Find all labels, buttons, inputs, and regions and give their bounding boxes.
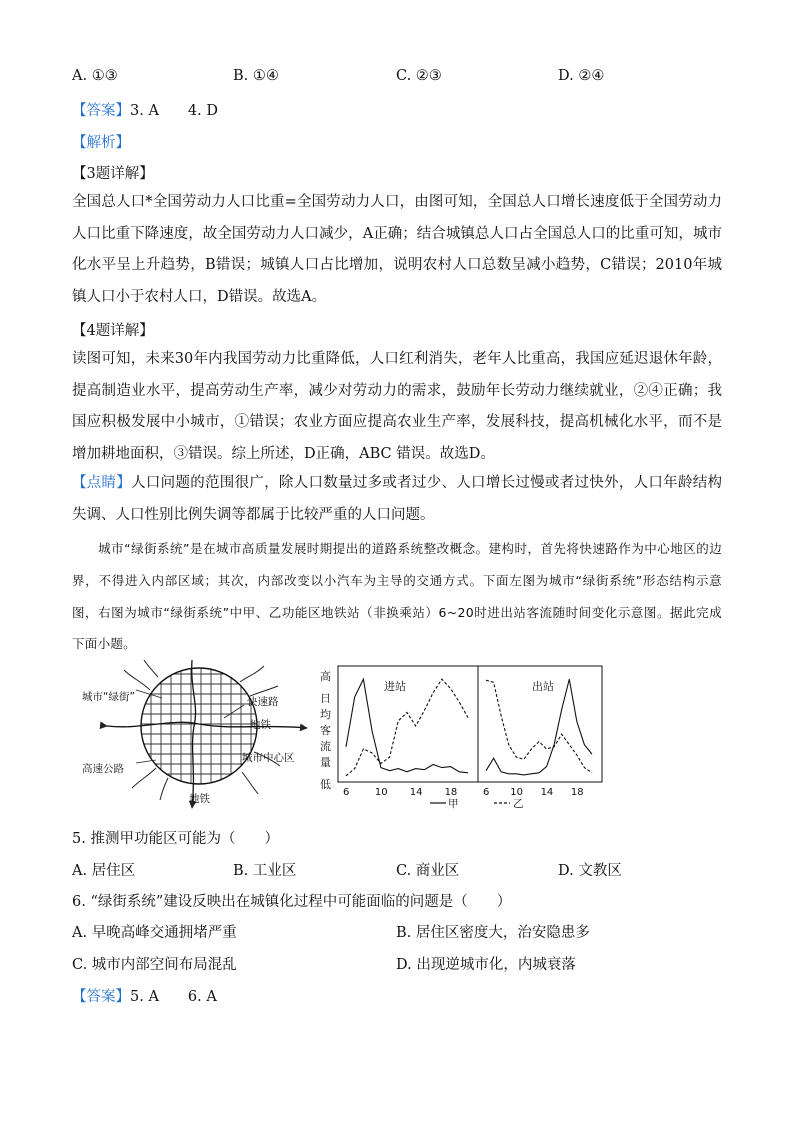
x-tick-label: 10 <box>374 787 388 798</box>
label-expressway: 快速路 <box>247 696 279 708</box>
material-intro: 城市“绿街系统”是在城市高质量发展时期提出的道路系统整改概念。建构时，首先将快速路作为中心地区的边界，不得进入内部区域；其次，内部改变以小汽车为主导的交通方式。下面左图为城市“绿街系统”形态结构示意图，右图为城市“绿街系统”中甲、乙功能区地铁站（非换乘站）6~20时进出站客流随时间变化示意图。据此完成下面小题。 <box>72 541 722 652</box>
option-c: C. ②③ <box>396 68 442 84</box>
answer-tag-2: 【答案】 <box>72 989 130 1005</box>
panel-frame-1 <box>338 666 478 782</box>
q6-option-a: A. 早晚高峰交通拥堵严重 <box>72 925 237 941</box>
answer-text-2: 5. A 6. A <box>130 989 217 1005</box>
point-text: 人口问题的范围很广，除人口数量过多或者过少、人口增长过慢或者过快外，人口年龄结构失调、人口性别比例失调等都属于比较严重的人口问题。 <box>72 475 723 523</box>
option-b: B. ①④ <box>233 68 279 84</box>
q4-detail-text: 读图可知，未来30年内我国劳动力比重降低，人口红利消失，老年人比重高，我国应延迟退休年龄，提高制造业水平，提高劳动生产率，减少对劳动力的需求，鼓励年长劳动力继续就业，②④正确；我国应积极发展中小城市，①错误；农业方面应提高农业生产率，发展科技，提高机械化水平，而不是增加耕地面积，③错误。综上所述，D正确，ABC 错误。故选D。 <box>72 351 722 462</box>
x-tick-label: 14 <box>409 787 423 798</box>
passenger-flow-chart <box>312 660 612 810</box>
x-tick-label: 6 <box>483 787 490 798</box>
analysis-tag: 【解析】 <box>72 135 130 151</box>
q4-detail-tag: 【4题详解】 <box>72 323 154 339</box>
legend <box>430 798 524 810</box>
q6-stem: 6. “绿街系统”建设反映出在城镇化过程中可能面临的问题是（ ） <box>72 894 512 910</box>
series-jia-panel-2 <box>486 679 592 775</box>
q3-detail-tag: 【3题详解】 <box>72 166 154 182</box>
option-d: D. ②④ <box>558 68 605 84</box>
q6-option-b: B. 居住区密度大，治安隐患多 <box>396 925 590 941</box>
q5-option-a: A. 居住区 <box>72 863 136 879</box>
q5-option-c: C. 商业区 <box>396 863 460 879</box>
x-tick-label: 10 <box>510 787 524 798</box>
answer-line-1 <box>72 99 218 120</box>
point-paragraph <box>72 468 722 531</box>
q5-option-b: B. 工业区 <box>233 863 297 879</box>
y-label-char-2: 均 <box>320 708 331 721</box>
y-label-char-5: 量 <box>320 756 331 769</box>
expressway-ring <box>141 668 257 784</box>
series-jia-panel-1 <box>346 679 468 773</box>
legend-yi: 乙 <box>513 798 524 810</box>
panel-title-2: 出站 <box>532 680 554 693</box>
y-label-char-4: 流 <box>320 740 331 753</box>
x-tick-label: 18 <box>570 787 584 798</box>
y-label-char-3: 客 <box>320 724 331 737</box>
option-a: A. ①③ <box>72 68 118 84</box>
x-tick-label: 14 <box>540 787 554 798</box>
answer-tag: 【答案】 <box>72 103 130 119</box>
x-tick-label: 6 <box>343 787 350 798</box>
q6-option-c: C. 城市内部空间布局混乱 <box>72 957 237 973</box>
label-subway-right: 地铁 <box>250 719 271 731</box>
label-highway: 高速公路 <box>82 763 124 775</box>
legend-jia: 甲 <box>448 798 459 810</box>
y-low-label: 低 <box>320 778 331 791</box>
y-high-label: 高 <box>320 670 331 683</box>
panel-title-1: 进站 <box>384 680 406 693</box>
x-tick-label: 18 <box>444 787 458 798</box>
series-yi-panel-1 <box>346 679 468 776</box>
answer-line-2 <box>72 985 217 1006</box>
series-yi-panel-2 <box>486 680 592 773</box>
q3-detail-text: 全国总人口*全国劳动力人口比重=全国劳动力人口，由图可知，全国总人口增长速度低于全国劳动力人口比重下降速度，故全国劳动力人口减少，A正确；结合城镇总人口占全国总人口的比重可知，城市化水平呈上升趋势，B错误；城镇人口占比增加，说明农村人口总数呈减小趋势，C错误；2010年城镇人口小于农村人口，D错误。故选A。 <box>72 194 722 305</box>
point-tag: 【点睛】 <box>72 475 132 491</box>
green-street-diagram <box>72 660 312 810</box>
label-subway-bottom: 地铁 <box>189 793 210 805</box>
label-city-center: 城市中心区 <box>242 752 295 764</box>
q5-option-d: D. 文教区 <box>558 863 622 879</box>
answer-text: 3. A 4. D <box>130 103 218 119</box>
q5-stem: 5. 推测甲功能区可能为（ ） <box>72 831 279 847</box>
label-green-street: 城市“绿街” <box>82 691 135 703</box>
y-label-char-1: 日 <box>320 692 331 705</box>
subway-line-horizontal <box>107 722 307 728</box>
q6-option-d: D. 出现逆城市化，内城衰落 <box>396 957 576 973</box>
